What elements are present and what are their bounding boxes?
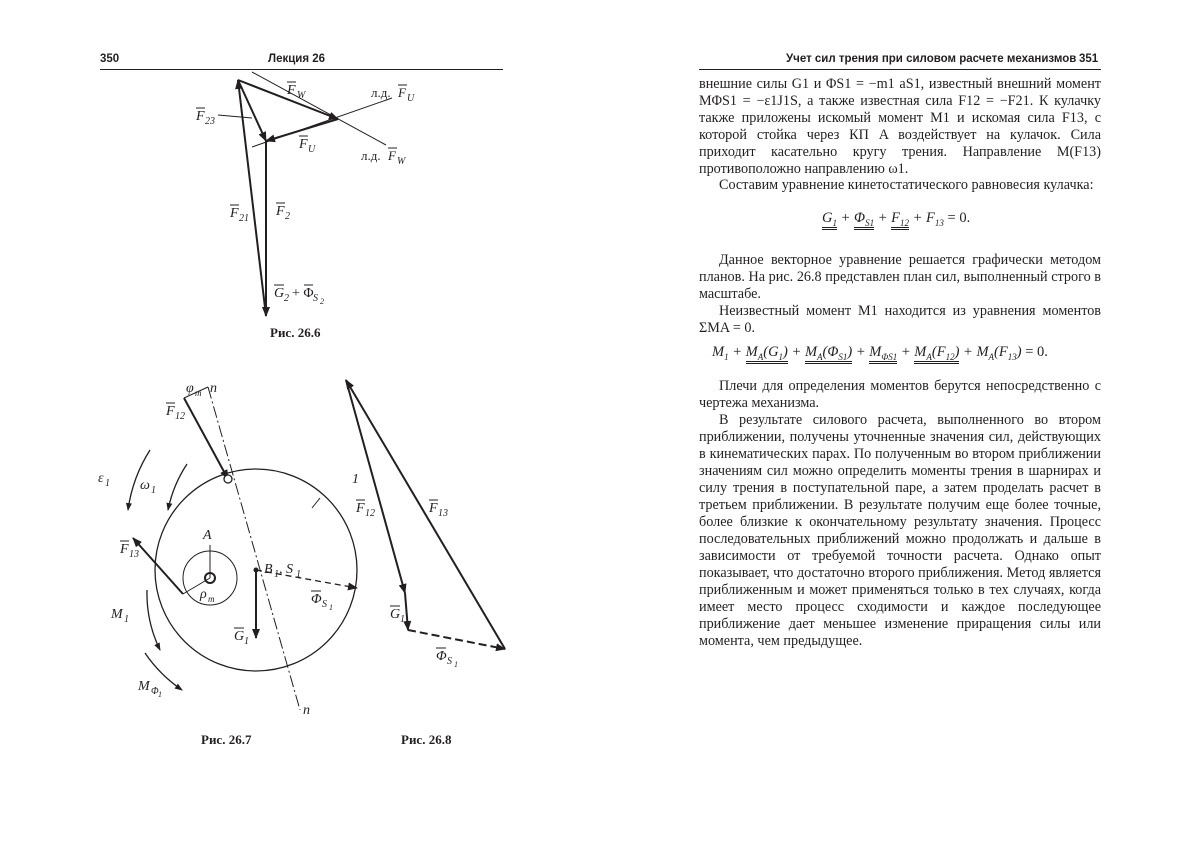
svg-text:23: 23 [205, 116, 215, 127]
svg-text:л.д.: л.д. [371, 85, 391, 100]
svg-text:U: U [308, 144, 316, 155]
svg-text:1: 1 [105, 478, 110, 489]
plan-vector-f12 [346, 380, 405, 593]
svg-text:2: 2 [285, 211, 290, 222]
plan-vector-g1 [405, 593, 408, 630]
equation-equilibrium: $G_1 + \Phi_{S1} + F_{12} + F_{13} = 0$. [822, 210, 970, 228]
svg-text:F: F [356, 501, 365, 516]
svg-text:13: 13 [438, 508, 448, 519]
svg-text:, S: , S [279, 562, 293, 577]
svg-text:F: F [166, 404, 175, 419]
svg-text:ω: ω [140, 478, 150, 493]
arc-m1 [147, 590, 160, 650]
svg-text:F: F [230, 206, 239, 221]
caption-fig-26-6: Рис. 26.6 [270, 325, 321, 340]
svg-text:W: W [297, 90, 306, 101]
line-ld-fw [252, 72, 386, 145]
svg-text:1: 1 [244, 636, 249, 647]
svg-text:G: G [390, 607, 401, 622]
svg-text:F: F [120, 542, 129, 557]
svg-text:13: 13 [129, 549, 139, 560]
leader-f23 [218, 115, 252, 118]
paragraph-2: Составим уравнение кинетостатического равновесия кулачка: [719, 177, 1094, 193]
svg-text:ρ: ρ [200, 587, 207, 602]
svg-text:S: S [322, 599, 327, 610]
right-page-number: 351 [1079, 53, 1099, 65]
paragraph-1: внешние силы G1 и ΦS1 = −m1 aS1, известный внешний момент MΦS1 = −ε1J1S, а также известная сила F12 = −F21. К кулачку также приложены искомый момент M1 и искомая сила F13, с которой стойка через КП A воздействует на кулачок. Сила приходит касательно кругу трения. Направление M(F13) противоположно направлению ω1. [699, 76, 1101, 177]
svg-text:2: 2 [284, 293, 289, 304]
svg-text:φ: φ [186, 381, 194, 396]
paragraph-6: В результате силового расчета, выполненного во втором приближении, получены уточненные значения сил, действующих в кинематических парах. По полученным во втором приближении значениям сил можно определить моменты трения в шарнирах и силу трения в поступательной паре, а затем проделать расчет в третьем приближении. В результате получим еще более точные, более близкие к окончательному результату значения. Процесс последовательных приближений можно продолжать и дальше в зависимости от требуемой точности расчета. Однако опыт показывает, что достаточно второго приближения. Метод является приближенным и может применяться только в тех случаях, когда имеет место процесс сходимости и каждое последующее приближение дает меньшее изменение приращения силы или момента, чем предыдущее. [699, 412, 1101, 649]
svg-text:F: F [287, 83, 296, 98]
vector-f12 [184, 398, 228, 479]
svg-text:2: 2 [320, 297, 324, 306]
figure-26-8 [340, 370, 520, 700]
svg-text:F: F [429, 501, 438, 516]
svg-text:+ Φ: + Φ [292, 286, 314, 301]
svg-text:1: 1 [124, 614, 129, 625]
figure-26-7 [0, 370, 360, 730]
svg-text:21: 21 [239, 213, 249, 224]
paragraph-3: Данное векторное уравнение решается графически методом планов. На рис. 26.8 представлен план сил, выполненный строго в масштабе. [699, 252, 1101, 302]
caption-fig-26-7: Рис. 26.7 [201, 732, 252, 747]
left-page-number: 350 [100, 53, 120, 65]
arc-mphi [145, 653, 182, 690]
svg-text:1: 1 [400, 614, 405, 625]
svg-text:1: 1 [296, 569, 301, 580]
left-running-head: Лекция 26 [268, 53, 326, 65]
paragraph-5: Плечи для определения моментов берутся непосредственно с чертежа механизма. [699, 378, 1101, 411]
svg-text:1: 1 [352, 472, 359, 487]
svg-text:n: n [210, 381, 217, 396]
svg-text:M: M [111, 607, 123, 622]
equation-moments: $M_1 + M_A(G_1) + M_A(\Phi_{S1}) + M_{\Phi S1} + M_A(F_{12}) + M_A(F_{13}) = 0$. [712, 344, 1048, 362]
svg-text:12: 12 [365, 508, 375, 519]
svg-text:M: M [138, 679, 150, 694]
svg-text:1: 1 [151, 485, 156, 496]
vector-f21 [238, 80, 266, 316]
svg-text:G: G [234, 629, 245, 644]
right-header-rule [699, 69, 1101, 70]
svg-text:n: n [303, 703, 310, 718]
plan-vector-phi [408, 630, 505, 649]
svg-text:Φ: Φ [151, 686, 159, 697]
svg-text:F: F [196, 109, 205, 124]
svg-text:B: B [264, 562, 273, 577]
right-running-head: Учет сил трения при силовом расчете механизмов [786, 53, 1077, 65]
svg-text:F: F [398, 85, 406, 100]
paragraph-4: Неизвестный момент M1 находится из уравнения моментов ΣMA = 0. [699, 303, 1101, 336]
caption-fig-26-8: Рис. 26.8 [401, 732, 452, 747]
svg-text:S: S [447, 656, 452, 667]
arc-omega [168, 464, 187, 510]
svg-text:л.д.: л.д. [361, 148, 381, 163]
svg-text:F: F [388, 148, 396, 163]
svg-text:F: F [299, 137, 308, 152]
svg-text:A: A [203, 528, 212, 543]
svg-text:1: 1 [454, 660, 458, 669]
figure-26-6 [0, 0, 600, 340]
svg-text:12: 12 [175, 411, 185, 422]
contact-point [224, 475, 232, 483]
svg-text:U: U [407, 93, 415, 104]
svg-text:т: т [195, 388, 202, 398]
svg-text:W: W [397, 156, 406, 167]
svg-text:1: 1 [274, 569, 279, 580]
normal-n-n [208, 387, 300, 710]
svg-text:т: т [208, 594, 215, 604]
svg-text:F: F [276, 204, 285, 219]
svg-text:G: G [274, 286, 285, 301]
svg-text:ε: ε [98, 471, 104, 486]
svg-text:1: 1 [158, 690, 162, 699]
svg-text:S: S [313, 293, 318, 304]
line-ld-fu [252, 98, 392, 147]
svg-text:Φ: Φ [311, 592, 322, 607]
svg-text:1: 1 [329, 603, 333, 612]
svg-text:Φ: Φ [436, 649, 447, 664]
